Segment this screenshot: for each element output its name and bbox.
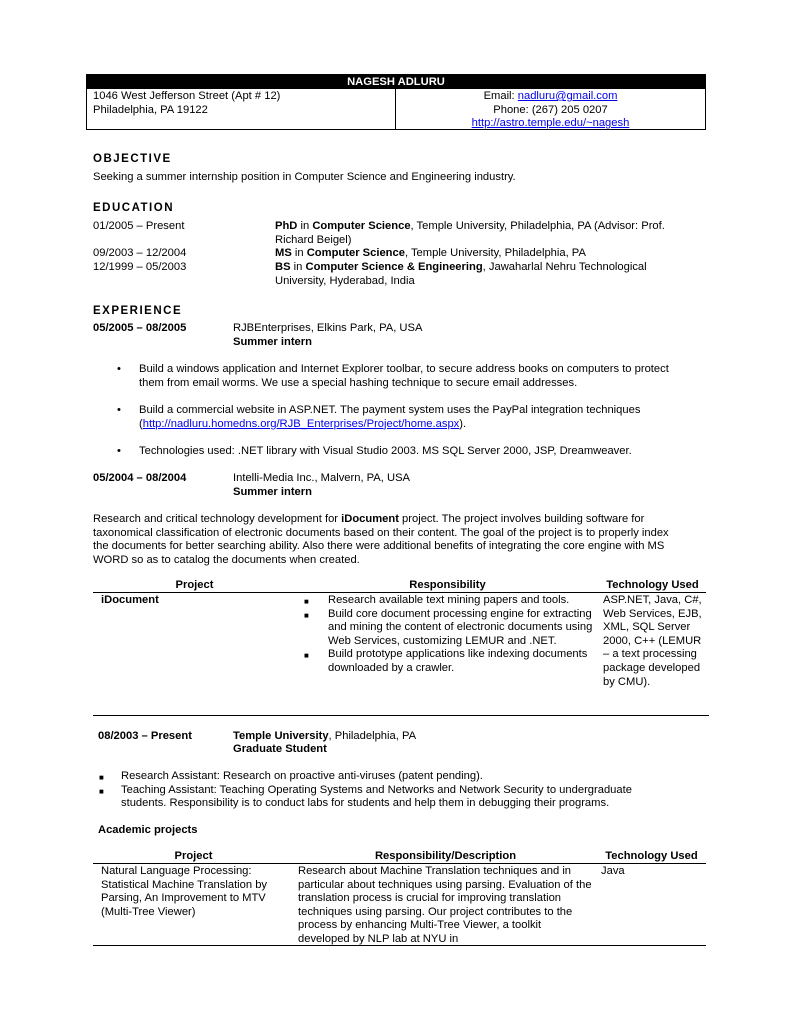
education-date: 09/2003 – 12/2004 (93, 247, 187, 259)
table-cell: Natural Language Processing: Statistical Machine Translation by Parsing, An Improvement to MTV (Multi-Tree Viewer) (101, 865, 268, 918)
contact-block (396, 89, 705, 129)
column-header: Responsibility (296, 579, 599, 593)
table-header-row (93, 850, 706, 864)
table-cell: Java (601, 865, 625, 877)
table-bottom-rule (93, 945, 706, 946)
job-date: 08/2003 – Present (98, 730, 192, 742)
list-item: ■ Research Assistant: Research on proactive anti-viruses (patent pending). (121, 770, 711, 784)
column-header: Technology Used (597, 850, 706, 864)
job-role: Summer intern (233, 486, 312, 498)
table-cell: ASP.NET, Java, C#, Web Services, EJB, XML, SQL Server 2000, C++ (LEMUR – a text processing package developed by CMU). (603, 594, 702, 688)
candidate-name: NAGESH ADLURU (87, 75, 705, 89)
website-link[interactable]: http://astro.temple.edu/~nagesh (471, 117, 630, 130)
square-bullet-icon: ■ (304, 610, 309, 620)
job-role: Graduate Student (233, 743, 327, 755)
table-cell (296, 593, 599, 691)
bullet-icon: • (117, 404, 121, 417)
table-row (93, 593, 706, 691)
square-bullet-icon: ■ (304, 597, 309, 606)
education-detail: PhD in Computer Science, Temple University, Philadelphia, PA (Advisor: Prof. Richard Beigel) (275, 220, 665, 246)
job-role: Summer intern (233, 336, 312, 348)
bullet-icon: • (117, 445, 121, 458)
table-row (93, 864, 706, 948)
table-cell: iDocument (101, 594, 159, 606)
square-bullet-icon: ■ (99, 773, 104, 782)
objective-heading: OBJECTIVE (93, 153, 172, 165)
table-cell: Research about Machine Translation techniques and in particular about techniques using parsing. Evaluation of the translation process is crucial for improving translation techniques using parsing. Our project contributes to the process by enhancing Multi-Tree Viewer, a toolkit developed by NLP lab at NYU in (298, 865, 592, 945)
list-item: • Technologies used: .NET library with Visual Studio 2003. MS SQL Server 2000, JSP, Dreamweaver. (117, 445, 632, 458)
phone-line: Phone: (267) 205 0207 (493, 103, 608, 116)
email-label: Email: (483, 90, 518, 102)
list-item: • Build a windows application and Internet Explorer toolbar, to secure address books on computers to protect them from email worms. We use a special hashing technique to secure email addresses. (117, 363, 669, 389)
academic-projects-heading: Academic projects (98, 824, 198, 836)
education-heading: EDUCATION (93, 202, 175, 214)
education-detail: MS in Computer Science, Temple University, Philadelphia, PA (275, 247, 586, 259)
table-bottom-rule (93, 715, 709, 716)
job-date: 05/2004 – 08/2004 (93, 472, 187, 484)
job-bullets (99, 770, 711, 811)
objective-text: Seeking a summer internship position in Computer Science and Engineering industry. (93, 171, 516, 183)
column-header: Technology Used (599, 579, 706, 593)
project-link[interactable]: http://nadluru.homedns.org/RJB_Enterprises/Project/home.aspx (142, 417, 460, 430)
column-header: Responsibility/Description (294, 850, 597, 864)
email-line (396, 90, 705, 104)
column-header: Project (93, 850, 294, 864)
education-date: 01/2005 – Present (93, 220, 185, 232)
job-date: 05/2005 – 08/2005 (93, 322, 187, 334)
bullet-icon: • (117, 363, 121, 375)
job-bullets (117, 363, 709, 459)
experience-heading: EXPERIENCE (93, 305, 183, 317)
list-item: • Build a commercial website in ASP.NET. The payment system uses the PayPal integration techniques (http://nadluru.homedns.org/RJB_Enterprises/Project/home.aspx). (117, 404, 641, 430)
address-line-2: Philadelphia, PA 19122 (93, 103, 208, 116)
address-block (87, 89, 396, 129)
contact-header (86, 74, 706, 130)
square-bullet-icon: ■ (304, 651, 309, 661)
email-link[interactable]: nadluru@gmail.com (517, 90, 618, 102)
job-org: Temple University, Philadelphia, PA (233, 730, 417, 742)
education-detail: BS in Computer Science & Engineering, Jawaharlal Nehru Technological University, Hyderabad, India (275, 261, 647, 287)
list-item: ■ Build core document processing engine for extracting and mining the content of electronic documents using Web Services, customizing LEMUR and .NET. (304, 607, 593, 647)
column-header: Project (93, 579, 296, 593)
square-bullet-icon: ■ (99, 786, 104, 796)
table-header-row (93, 579, 706, 593)
job-org: RJBEnterprises, Elkins Park, PA, USA (233, 322, 423, 334)
education-date: 12/1999 – 05/2003 (93, 261, 187, 273)
job-org: Intelli-Media Inc., Malvern, PA, USA (233, 472, 410, 484)
list-item: ■ Build prototype applications like indexing documents downloaded by a crawler. (304, 648, 588, 674)
academic-table (93, 850, 706, 948)
list-item: ■ Teaching Assistant: Teaching Operating Systems and Networks and Network Security to undergraduate students. Responsibility is to conduct labs for students and help them in debugging their programs. (99, 783, 632, 810)
project-table (93, 579, 706, 690)
address-line-1: 1046 West Jefferson Street (Apt # 12) (93, 90, 281, 102)
job-description: Research and critical technology development for iDocument project. The project involves building software for taxonomical classification of electronic documents based on their content. The goal of the project is to properly index the documents for better searching ability. Also there were additional benefits of integrating the core engine with MS WORD so as to catalog the documents when created. (93, 513, 669, 566)
list-item: ■ Research available text mining papers and tools. (300, 594, 595, 608)
